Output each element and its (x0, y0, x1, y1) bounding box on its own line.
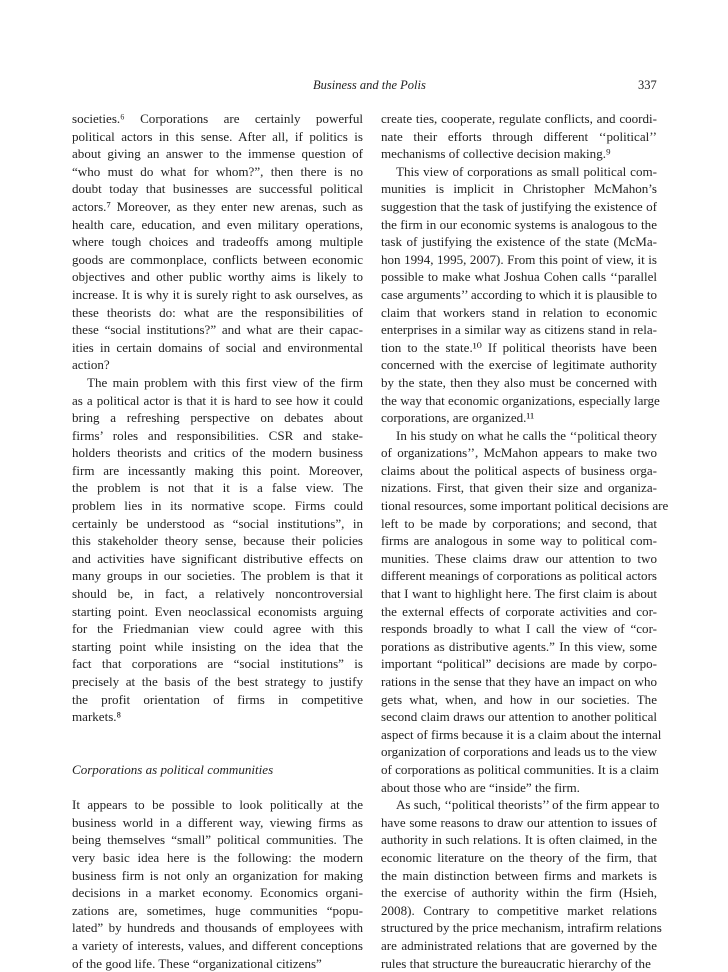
text-line: being themselves “small” political communities. The (72, 831, 363, 849)
text-line: of organizations’’, McMahon appears to make two (381, 444, 657, 462)
text-line: claim that workers stand in relation to economic (381, 304, 657, 322)
text-line: the main distinction between firms and markets is (381, 867, 657, 885)
text-line: are administrated relations that are governed by the (381, 937, 657, 955)
text-line: business world in a different way, viewing firms as (72, 814, 363, 832)
text-line: precisely at the basis of the best strategy to justify (72, 673, 363, 691)
text-line: political actors in this sense. After all, if politics is (72, 128, 363, 146)
text-line: aspect of firms because it is a claim about the internal (381, 726, 657, 744)
text-line: rules that structure the bureaucratic hierarchy of the (381, 955, 657, 972)
text-line: firms are analogous in some way to political com- (381, 532, 657, 550)
text-line: It appears to be possible to look politically at the (72, 796, 363, 814)
text-line: the exercise of authority within the firm (Hsieh, (381, 884, 657, 902)
section-heading: Corporations as political communities (72, 761, 363, 779)
text-line: problem lies in its normative scope. Firms could (72, 497, 363, 515)
text-line: increase. It is why it is surely right to ask ourselves, as (72, 286, 363, 304)
text-line: munities is implicit in Christopher McMahon’s (381, 180, 657, 198)
text-line: very basic idea here is the following: the modern (72, 849, 363, 867)
text-line: case arguments’’ according to which it is plausible to (381, 286, 657, 304)
text-line: the profit orientation of firms in competitive (72, 691, 363, 709)
text-line: task of justifying the existence of the state (McMa- (381, 233, 657, 251)
page-number: 337 (638, 78, 657, 93)
text-line: starting point. Even neoclassical economists arguing (72, 603, 363, 621)
text-line: important “political” decisions are made by corpo- (381, 655, 657, 673)
text-line: have some reasons to draw our attention to issues of (381, 814, 657, 832)
text-line: this stakeholder theory sense, because their policies (72, 532, 363, 550)
text-line: as a political actor is that it is hard to see how it could (72, 392, 363, 410)
text-line: the firm in our economic systems is analogous to the (381, 216, 657, 234)
text-line: responds broadly to what I call the view of “cor- (381, 620, 657, 638)
text-line: mechanisms of collective decision making.⁹ (381, 145, 657, 163)
text-line: tional resources, some important political decisions are (381, 497, 657, 515)
text-line: lated” by hundreds and thousands of employees with (72, 919, 363, 937)
text-line: 2008). Contrary to competitive market relations (381, 902, 657, 920)
text-line: nizations. First, that given their size and organiza- (381, 479, 657, 497)
text-line: many groups in our societies. The problem is that it (72, 567, 363, 585)
text-line: decisions in a market economy. Economics organi- (72, 884, 363, 902)
text-line: doubt today that businesses are successful political (72, 180, 363, 198)
text-line: holders theorists and critics of the modern business (72, 444, 363, 462)
text-line: firms’ roles and responsibilities. CSR and stake- (72, 427, 363, 445)
running-header (0, 78, 728, 98)
text-line: concerned with the exercise of legitimate authority (381, 356, 657, 374)
text-line: health care, education, and even military operations, (72, 216, 363, 234)
text-line: This view of corporations as small political com- (381, 163, 657, 181)
left-column (72, 110, 363, 972)
text-line: authority in such relations. It is often claimed, in the (381, 831, 657, 849)
text-line: munities. These claims draw our attention to two (381, 550, 657, 568)
text-line: certainly be understood as “social institutions”, in (72, 515, 363, 533)
text-line: action? (72, 356, 363, 374)
text-line (72, 726, 363, 744)
text-line: “who must do what for whom?”, then there is no (72, 163, 363, 181)
text-line: different meanings of corporations as political actors (381, 567, 657, 585)
text-line: the external effects of corporate activities and cor- (381, 603, 657, 621)
text-line: these theorists do: what are the responsibilities of (72, 304, 363, 322)
text-line: firm are incessantly making this point. Moreover, (72, 462, 363, 480)
text-line: porations as distributive agents.” In this view, some (381, 638, 657, 656)
text-line: claims about the political aspects of business orga- (381, 462, 657, 480)
text-line: As such, ‘‘political theorists’’ of the firm appear to (381, 796, 657, 814)
text-line: corporations, are organized.¹¹ (381, 409, 657, 427)
text-line: a variety of interests, values, and different conceptions (72, 937, 363, 955)
text-line (72, 743, 363, 761)
text-line: organization of corporations and leads us to the view (381, 743, 657, 761)
text-line: where tough choices and tradeoffs among multiple (72, 233, 363, 251)
text-line: for the Friedmanian view could agree with this (72, 620, 363, 638)
text-line: ities in certain domains of social and environmental (72, 339, 363, 357)
text-line: societies.⁶ Corporations are certainly powerful (72, 110, 363, 128)
text-line: actors.⁷ Moreover, as they enter new arenas, such as (72, 198, 363, 216)
text-line: and activities have significant distributive effects on (72, 550, 363, 568)
text-line: about those who are “inside” the firm. (381, 779, 657, 797)
text-line: of corporations as political communities. It is a claim (381, 761, 657, 779)
text-line: The main problem with this first view of the firm (72, 374, 363, 392)
text-line: left to be made by corporations; and second, that (381, 515, 657, 533)
running-title: Business and the Polis (313, 78, 426, 93)
text-line: hon 1994, 1995, 2007). From this point of view, it is (381, 251, 657, 269)
text-line: goods are commonplace, conflicts between economic (72, 251, 363, 269)
text-line: of the good life. These “organizational citizens” (72, 955, 363, 972)
text-line: about giving an answer to the immense question of (72, 145, 363, 163)
text-line: the way that economic organizations, especially large (381, 392, 657, 410)
text-line: bring a refreshing perspective on debates about (72, 409, 363, 427)
text-line: rations in the sense that they have an impact on who (381, 673, 657, 691)
text-line: starting point while insisting on the idea that the (72, 638, 363, 656)
text-line: business firm is not only an organization for making (72, 867, 363, 885)
text-line: should be, in fact, a relatively noncontroversial (72, 585, 363, 603)
text-line: nate their efforts through different ‘‘political’’ (381, 128, 657, 146)
text-line: markets.⁸ (72, 708, 363, 726)
text-line: objectives and other public worthy aims is likely to (72, 268, 363, 286)
text-line: suggestion that the task of justifying the existence of (381, 198, 657, 216)
text-line: second claim draws our attention to another political (381, 708, 657, 726)
text-line: possible to make what Joshua Cohen calls ‘‘parallel (381, 268, 657, 286)
text-line: the problem is not that it is a false view. The (72, 479, 363, 497)
text-line: In his study on what he calls the ‘‘political theory (381, 427, 657, 445)
text-line: structured by the price mechanism, intrafirm relations (381, 919, 657, 937)
text-line: by the state, then they also must be concerned with (381, 374, 657, 392)
text-line: gets what, when, and how in our societies. The (381, 691, 657, 709)
text-line: that I want to highlight here. The first claim is about (381, 585, 657, 603)
right-column (381, 110, 657, 972)
text-line: economic literature on the theory of the firm, that (381, 849, 657, 867)
text-line: fact that corporations are “social institutions” is (72, 655, 363, 673)
text-line (72, 779, 363, 797)
text-line: tion to the state.¹⁰ If political theorists have been (381, 339, 657, 357)
text-line: zations are, sometimes, huge communities “popu- (72, 902, 363, 920)
text-line: enterprises in a similar way as citizens stand in rela- (381, 321, 657, 339)
text-line: create ties, cooperate, regulate conflicts, and coordi- (381, 110, 657, 128)
text-line: these “social institutions?” and what are their capac- (72, 321, 363, 339)
